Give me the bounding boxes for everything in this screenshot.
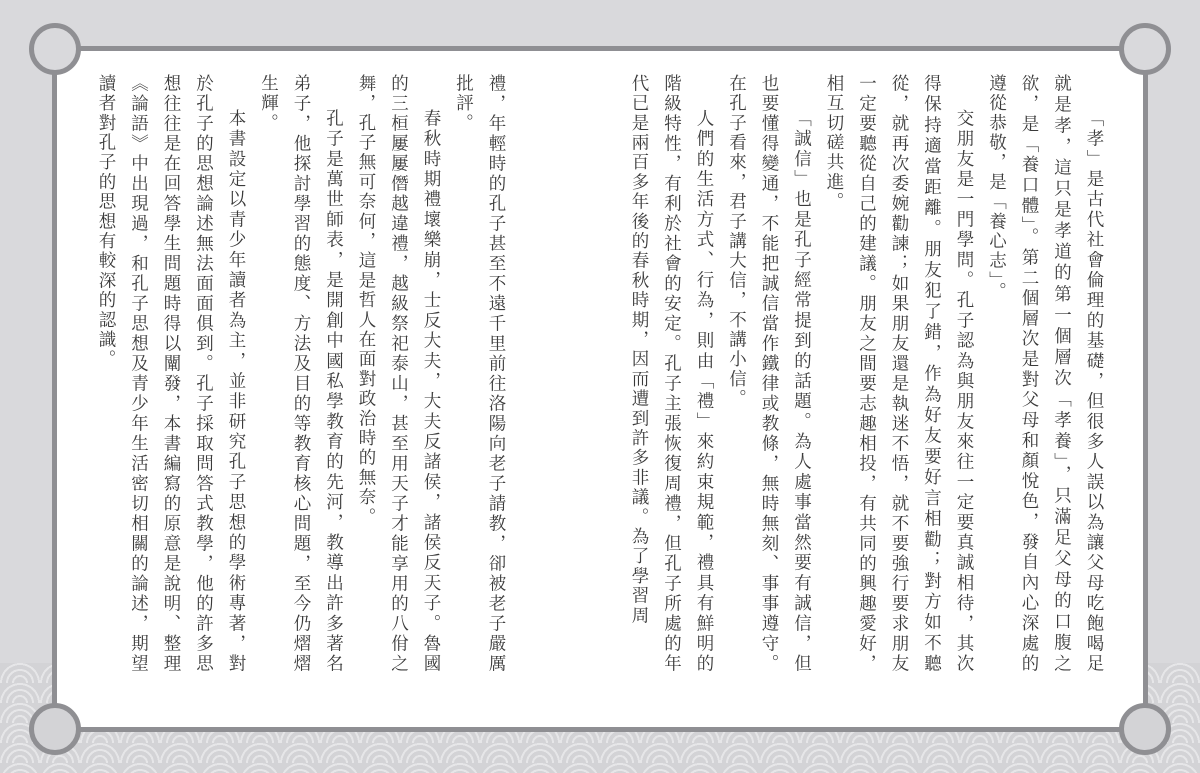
- corner-notch-top-right: [1119, 23, 1171, 75]
- corner-notch-bottom-left: [29, 703, 81, 755]
- paragraph-spring-autumn: 春秋時期禮壞樂崩，士反大夫，大夫反諸侯，諸侯反天子。魯國的三桓屢屢僭越違禮，越級祭祀泰山，甚至用天子才能享用的八佾之舞，孔子無可奈何，這是哲人在面對政治時的無奈。: [356, 74, 441, 674]
- paragraph-teacher: 孔子是萬世師表，是開創中國私學教育的先河，教導出許多著名弟子，他探討學習的態度、方法及目的等教育核心問題，至今仍熠熠生輝。: [258, 74, 344, 674]
- paragraph-continuation: 禮，年輕時的孔子甚至不遠千里前往洛陽向老子請教，卻被老子嚴厲批評。: [453, 74, 506, 674]
- paragraph-rites: 人們的生活方式、行為，則由「禮」來約束規範，禮具有鮮明的階級特性，有利於社會的安定。孔子主張恢復周禮，但孔子所處的年代已是兩百多年後的春秋時期，因而遭到許多非議。為了學習周: [629, 74, 714, 674]
- corner-notch-top-left: [29, 23, 81, 75]
- paragraph-integrity: 「誠信」也是孔子經常提到的話題。為人處事當然要有誠信，但也要懂得變通，不能把誠信當作鐵律或教條，無時無刻、事事遵守。在孔子看來，君子講大信，不講小信。: [726, 74, 812, 674]
- paragraph-friendship: 交朋友是一門學問。孔子認為與朋友來往一定要真誠相待，其次得保持適當距離。朋友犯了錯，作為好友要好言相勸；對方如不聽從，就再次委婉勸諫；如果朋友還是執迷不悟，就不要強行要求朋友一定要聽從自己的建議。朋友之間要志趣相投，有共同的興趣愛好，相互切磋共進。: [824, 74, 974, 674]
- left-page-text: [96, 74, 512, 674]
- paragraph-book-purpose: 本書設定以青少年讀者為主，並非研究孔子思想的學術專著，對於孔子的思想論述無法面面俱到。孔子採取問答式教學，他的許多思想往往是在回答學生問題時得以闡發，本書編寫的原意是說明、整理《論語》中出現過，和孔子思想及青少年生活密切相關的論述，期望讀者對孔子的思想有較深的認識。: [96, 74, 246, 674]
- corner-notch-bottom-right: [1119, 703, 1171, 755]
- right-page-text: [629, 74, 1110, 674]
- paragraph-filial-piety: 「孝」是古代社會倫理的基礎，但很多人誤以為讓父母吃飽喝足就是孝，這只是孝道的第一個層次「孝養」，只滿足父母的口腹之欲，是「養口體」。第二個層次是對父母和顏悅色，發自內心深處的遵從恭敬，是「養心志」。: [986, 74, 1104, 674]
